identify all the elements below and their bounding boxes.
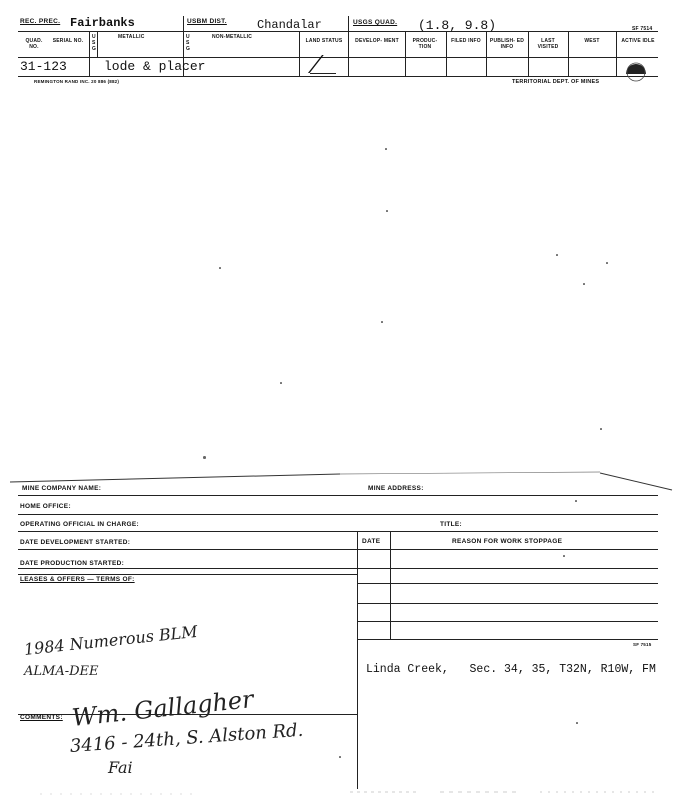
record-serial: 31-123 <box>20 59 67 74</box>
col-quad-no: QUAD. NO. <box>25 38 43 50</box>
handwritten-comment-3: Fai <box>108 758 133 777</box>
mine-address-label: MINE ADDRESS: <box>368 485 424 492</box>
lower-form-number: SF 7515 <box>633 642 652 647</box>
col-development: DEVELOP- MENT <box>355 38 399 44</box>
handwritten-note-1: 1984 Numerous BLM <box>23 621 199 659</box>
col-land-status: LAND STATUS <box>305 38 343 44</box>
col-production: PRODUC- TION <box>412 38 438 50</box>
mine-company-name-label: MINE COMPANY NAME: <box>22 485 102 492</box>
col-west: WEST <box>584 38 600 44</box>
date-development-label: DATE DEVELOPMENT STARTED: <box>20 539 131 546</box>
usbm-dist-value: Chandalar <box>257 18 322 32</box>
col-published-info: PUBLISH- ED INFO <box>489 38 525 50</box>
col-active-idle: ACTIVE IDLE <box>621 38 655 44</box>
home-office-label: HOME OFFICE: <box>20 503 71 510</box>
col-usg-metallic: U S G <box>92 34 97 52</box>
col-last-visited: LAST VISITED <box>537 38 559 50</box>
coordinates-value: (1.8, 9.8) <box>418 18 497 33</box>
dept-imprint: TERRITORIAL DEPT. OF MINES <box>512 79 600 85</box>
col-non-metallic: NON-METALLIC <box>212 34 253 40</box>
leases-label: LEASES & OFFERS — TERMS OF: <box>20 576 135 583</box>
operating-official-label: OPERATING OFFICIAL IN CHARGE: <box>20 521 139 528</box>
active-idle-indicator <box>624 60 648 82</box>
reason-label: REASON FOR WORK STOPPAGE <box>452 538 563 545</box>
col-serial-no: SERIAL NO. <box>52 38 84 44</box>
date-column-label: DATE <box>362 538 381 545</box>
printer-imprint: REMINGTON RAND INC. 20 886 (882) <box>34 79 120 84</box>
handwritten-comment-1: Wm. Gallagher <box>70 685 255 732</box>
usbm-dist-label: USBM DIST. <box>187 18 227 25</box>
handwritten-note-2: ALMA-DEE <box>24 664 99 679</box>
location-text: Linda Creek, Sec. 34, 35, T32N, R10W, FM <box>366 663 656 676</box>
usgs-quad-label: USGS QUAD. <box>353 19 398 26</box>
land-status-check: / <box>308 52 323 77</box>
col-metallic: METALLIC <box>118 34 145 40</box>
handwritten-comment-2: 3416 - 24th, S. Alston Rd. <box>69 719 304 757</box>
rec-prec-value: Fairbanks <box>70 16 135 30</box>
record-metallic: lode & placer <box>104 59 206 74</box>
col-usg-nonmetallic: U S G <box>186 34 191 52</box>
rec-prec-label: REC. PREC. <box>20 18 61 25</box>
comments-label: COMMENTS: <box>20 714 63 721</box>
date-production-label: DATE PRODUCTION STARTED: <box>20 560 125 567</box>
col-filed-info: FILED INFO <box>451 38 481 44</box>
form-number: SF 7514 <box>632 26 653 32</box>
title-label: TITLE: <box>440 521 463 528</box>
